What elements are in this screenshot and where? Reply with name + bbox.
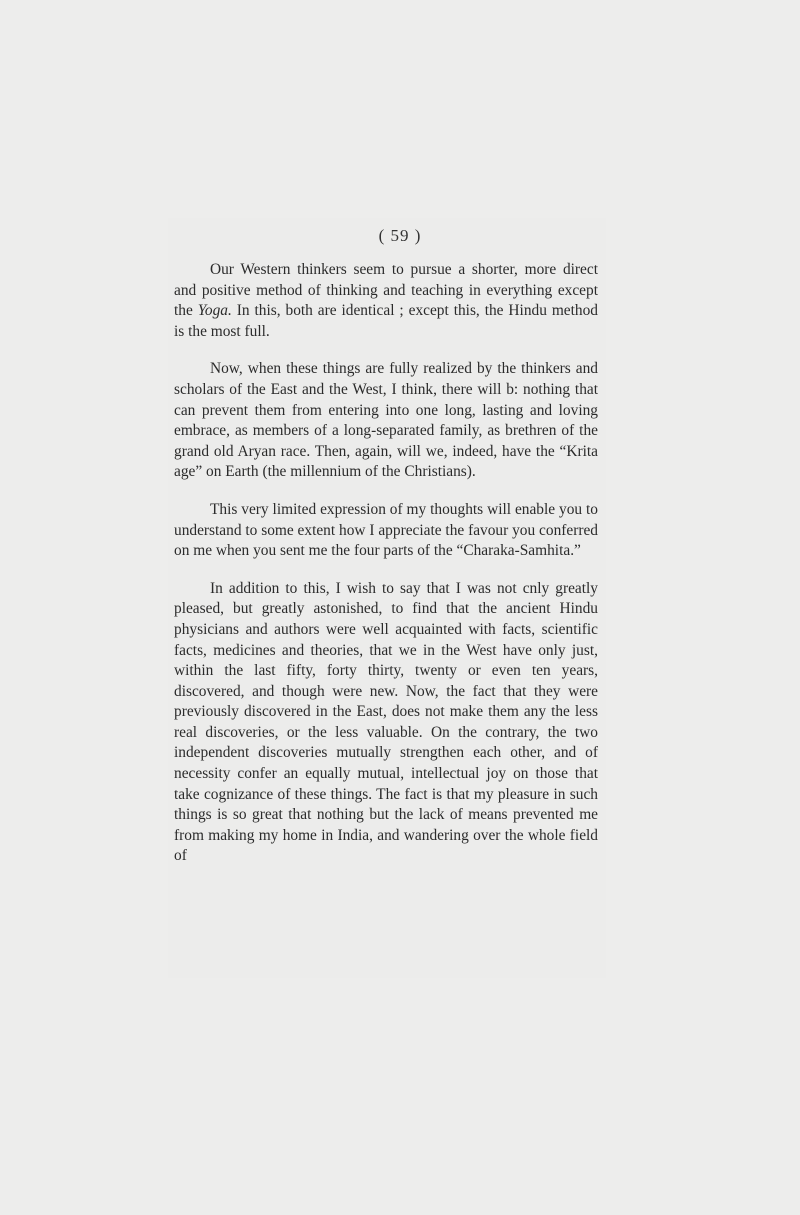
- page-number: ( 59 ): [378, 226, 422, 245]
- paragraph-1-italic-yoga: Yoga.: [197, 302, 232, 320]
- paragraph-1-text-before: Our Western thinkers seem to pursue a shorter, more direct and positive method of thinking and teaching in everything except the: [174, 261, 598, 320]
- paragraph-1: [174, 260, 598, 342]
- paragraph-2: Now, when these things are fully realized by the thinkers and scholars of the East and the West, I think, there will b: nothing that can prevent them from entering into one long, lasting and loving embrace, as members of a long-separated family, as brethren of the grand old Aryan race. Then, again, will we, indeed, have the “Krita age” on Earth (the millennium of the Christians).: [174, 360, 598, 481]
- body-text: [174, 260, 598, 867]
- paragraph-1-text-after: In this, both are identical ; except this, the Hindu method is the most full.: [174, 302, 598, 340]
- paragraph-3: This very limited expression of my thoughts will enable you to understand to some extent how I appreciate the favour you conferred on me when you sent me the four parts of the “Charaka-Samhita.”: [174, 500, 598, 560]
- paragraph-4: In addition to this, I wish to say that I was not cnly greatly pleased, but greatly astonished, to find that the ancient Hindu physicians and authors were well acquainted with facts, scientific facts, medicines and theories, that we in the West have only just, within the last fifty, forty thirty, twenty or even ten years, discovered, and though were new. Now, the fact that they were previously discovered in the East, does not make them any the less real discoveries, or the less valuable. On the contrary, the two independent discoveries mutually strengthen each other, and of necessity confer an equally mutual, intellectual joy on those that take cognizance of these things. The fact is that my pleasure in such things is so great that nothing but the lack of means prevented me from making my home in India, and wandering over the whole field of: [174, 579, 598, 865]
